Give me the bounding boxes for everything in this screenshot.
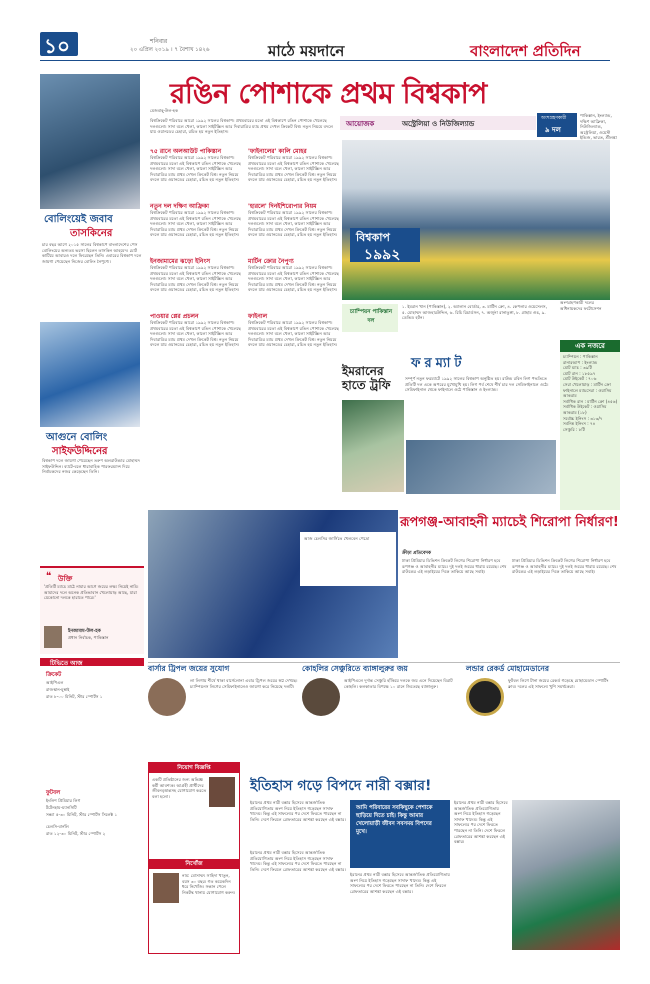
author-photo: [44, 626, 62, 648]
bowling-head2: তাসকিনের: [70, 228, 113, 239]
boxer-photo: [512, 800, 620, 950]
sub-head: 'ফাইনালের' কালি মোহর: [248, 148, 307, 155]
date: ২০ এপ্রিল ২০১৯ । ৭ বৈশাখ ১৪২৬: [130, 47, 210, 53]
glance-item: সর্বনিম্ন ইনিংস : ৭৪: [563, 421, 596, 427]
tv-box: [40, 658, 144, 920]
saifuddin-photo: [40, 322, 140, 427]
lead-body: বিশ্বক্রিকেট পরিবারে আরো ১৯৯২ সালের বিশ্বকাপ। প্রথমবারের মতো এই বিশ্বকাপে রঙিন পোশাকে খেলেছে দলগুলো। সাদা বলে খেলা, কালো সাইটস্ক্রিন আর দিবারাত্রির ম্যাচ প্রথম দেখল ক্রিকেট বিশ্ব। নতুন নিয়মে বদলে যায় ওয়ানডের চেহারা, রচিত হয় নতুন ইতিহাস।: [248, 155, 339, 183]
wc-label: বিশ্বকাপ: [356, 231, 390, 244]
format-text: সম্পূর্ণ নতুন ফরম্যাটে ১৯৯২ সালের বিশ্বকাপ অনুষ্ঠিত হয়। রাউন্ড রবিন লিগ পদ্ধতিতে প্রতিটি দল একে অপরের মুখোমুখি হয়। লিগ পর্ব শেষে শীর্ষ চার দল সেমিফাইনালে ওঠে। সেমিফাইনাল থেকে ফাইনালে ওঠে পাকিস্তান ও ইংল্যান্ড।: [405, 376, 549, 393]
boxer-pullquote: আমি পরিবারের সবকিছুকে পেশাকে ছাড়িয়ে দিতে চাই। কিন্তু আমার খেলোয়াড়ী জীবন সবসময় বিপদের মুখে।: [356, 805, 433, 835]
quote-icon: ❝: [46, 571, 52, 582]
pedro-caption: আজ চেলসির জার্সিতে খেলবেন পেদ্রো: [304, 536, 370, 541]
glance-item: ফাইনালে ম্যাচসেরা : ওয়াসিম আকরাম: [563, 387, 612, 399]
news-text: আইপিএলে দুর্দান্ত সেঞ্চুরি হাঁকিয়ে দলকে জয় এনে দিয়েছেন বিরাট কোহলি। কলকাতার বিপক্ষে ১০ রানে জিতেছে ব্যাঙ্গালুরু।: [344, 678, 453, 689]
bowling-head1: বোলিংয়েই জবাব: [44, 214, 113, 225]
sub-head: ইনজামামের ঝড়ো ইনিংস: [150, 258, 211, 265]
brand-logo: বাংলাদেশ প্রতিদিন: [470, 42, 581, 60]
sub-head: পাওয়ার প্লের প্রচলন: [150, 313, 199, 320]
boxer-text: ইরানের প্রথম নারী বক্সার হিসেবে আন্তর্জাতিক প্রতিযোগিতায় অংশ নিয়ে ইতিহাস গড়েছেন সাদাফ খাদেম। কিন্তু এই সাফল্যের পর দেশে ফিরতে পারছেন না তিনি। দেশে ফিরলে গ্রেফতারের আশঙ্কা করছেন এই বক্সার।: [350, 872, 450, 894]
host-label: আয়োজক: [346, 120, 375, 128]
boxer-text: ইরানের প্রথম নারী বক্সার হিসেবে আন্তর্জাতিক প্রতিযোগিতায় অংশ নিয়ে ইতিহাস গড়েছেন সাদাফ খাদেম। কিন্তু এই সাফল্যের পর দেশে ফিরতে পারছেন না তিনি। দেশে ফিরলে গ্রেফতারের আশঙ্কা করছেন এই বক্সার।: [454, 800, 508, 845]
classified-photo-1: [209, 777, 235, 807]
rupganj-reporter: ক্রীড়া প্রতিবেদক: [402, 551, 431, 556]
trophy-photo: [406, 440, 556, 494]
lead-body: বিশ্বক্রিকেট পরিবারে আরো ১৯৯২ সালের বিশ্বকাপ। প্রথমবারের মতো এই বিশ্বকাপে রঙিন পোশাকে খেলেছে দলগুলো। সাদা বলে খেলা, কালো সাইটস্ক্রিন আর দিবারাত্রির ম্যাচ প্রথম দেখল ক্রিকেট বিশ্ব। নতুন নিয়মে বদলে যায় ওয়ানডের চেহারা, রচিত হয় নতুন ইতিহাস।: [150, 320, 241, 348]
glance-box: [560, 340, 620, 510]
glance-item: মোট রান : ১৮৫৯৭: [563, 370, 596, 376]
lead-intro: বিশ্বক্রিকেট পরিবারে আরো ১৯৯২ সালের বিশ্বকাপ। প্রথমবারের মতো এই বিশ্বকাপে রঙিন পোশাকে খেলেছে দলগুলো। সাদা বলে খেলা, কালো সাইটস্ক্রিন আর দিবারাত্রির ম্যাচ প্রথম দেখল ক্রিকেট বিশ্ব। নতুন নিয়মে বদলে যায় ওয়ানডের চেহারা, রচিত হয় নতুন ইতিহাস।: [150, 118, 333, 135]
tv-title: টিভিতে আজ: [50, 660, 83, 667]
tv-line: চেলসি-বার্নলি: [46, 824, 69, 829]
teams-label: অংশগ্রহণকারী: [541, 116, 567, 121]
quote-title: উক্তি: [58, 575, 73, 583]
quote-author-title: প্রধান নির্বাচক, পাকিস্তান: [68, 635, 109, 640]
classified-title-2: নিখোঁজ: [149, 859, 239, 869]
club-logo: [466, 678, 504, 716]
day: শনিবার: [150, 38, 168, 45]
saifuddin-text: বিশ্বকাপ দলে জায়গা পেয়েছেন তরুণ অলরাউন্ডার মোহাম্মদ সাইফউদ্দিন। ব্যাটে-বলে ধারাবাহিক পারফরম্যান্স দিয়ে নির্বাচকদের নজর কেড়েছেন তিনি।: [42, 458, 140, 475]
glance-title: এক নজরে: [560, 340, 620, 352]
boxer-text: ইরানের প্রথম নারী বক্সার হিসেবে আন্তর্জাতিক প্রতিযোগিতায় অংশ নিয়ে ইতিহাস গড়েছেন সাদাফ খাদেম। কিন্তু এই সাফল্যের পর দেশে ফিরতে পারছেন না তিনি। দেশে ফিরলে গ্রেফতারের আশঙ্কা করছেন এই বক্সার।: [250, 800, 346, 822]
wc-year-box: [350, 228, 420, 262]
classified-photo-2: [153, 873, 179, 903]
news-title: কোহলির সেঞ্চুরিতে ব্যাঙ্গালুরুর জয়: [302, 664, 408, 673]
glance-item: সর্বাধিক উইকেট : ওয়াসিম আকরাম (১৮): [563, 404, 607, 415]
news-title: লন্ডার রেকর্ড মোহামেডানের: [466, 664, 550, 673]
host-value: অস্ট্রেলিয়া ও নিউজিল্যান্ড: [402, 120, 475, 128]
glance-item: সর্বোচ্চ ইনিংস : ৩১৩/৭: [563, 415, 603, 421]
glance-item: রানারআপ : ইংল্যান্ড: [563, 359, 598, 365]
teams-list: পাকিস্তান, ইংল্যান্ড, দক্ষিণ আফ্রিকা, নিউজিল্যান্ড, অস্ট্রেলিয়া, ওয়েস্ট ইন্ডিজ, ভারত, শ্রীলঙ্কা: [580, 113, 617, 141]
news-title: বার্সার ট্রিপল জয়ের সুযোগ: [148, 664, 230, 673]
taskin-photo: [40, 74, 140, 209]
glance-item: মোট উইকেট : ৭০৬: [563, 376, 597, 382]
news-box: [302, 664, 462, 758]
imran-photo: [342, 400, 404, 492]
tv-line: রাজস্থান-মুম্বাই: [46, 687, 70, 692]
sub-head: মার্টিন ক্রোর নৈপুণ্য: [248, 258, 294, 265]
masthead-rule: [40, 60, 610, 61]
format-title-box: [405, 352, 555, 374]
bowling-text: চার বছর আগে ২০১৫ সালের বিশ্বকাপে বাংলাদেশের পেস বোলিংয়ের অন্যতম ভরসা ছিলেন তাসকিন আহমেদ। চোট কাটিয়ে আবারও দলে ফিরেছেন তিনি। এবারের বিশ্বকাপ দলে জায়গা পেয়েছেন নিজের বোলিং নৈপুণ্যে।: [42, 242, 142, 264]
quote-text: 'প্রতিটি ম্যাচে মাঠে নামার আগে জয়ের লক্ষ্য নিয়েই নামি। আমাদের দলে অনেক প্রতিভাবান খেলোয়াড় আছে, যারা যেকোনো দলকে হারাতে পারে।': [44, 584, 139, 601]
champion-text: চ্যাম্পিয়ন পাকিস্তান দল: [349, 309, 393, 324]
lead-col-2: [248, 148, 340, 438]
boxer-headline: ইতিহাস গড়ে বিপদে নারী বক্সার!: [250, 778, 432, 794]
classified-title-1: নিয়োগ বিজ্ঞপ্তি: [149, 763, 239, 773]
sub-head: নতুন দল দক্ষিণ আফ্রিকা: [150, 203, 209, 210]
teams-count: ৯ দল: [545, 126, 561, 134]
imran-headline: ইমরানের হাতে ট্রফি: [342, 364, 391, 392]
classifieds-box: [148, 762, 240, 954]
row-rule: [148, 662, 620, 663]
boxer-text: ইরানের প্রথম নারী বক্সার হিসেবে আন্তর্জাতিক প্রতিযোগিতায় অংশ নিয়ে ইতিহাস গড়েছেন সাদাফ খাদেম। কিন্তু এই সাফল্যের পর দেশে ফিরতে পারছেন না তিনি। দেশে ফিরলে গ্রেফতারের আশঙ্কা করছেন এই বক্সার।: [250, 850, 346, 872]
glance-item: সেরা খেলোয়াড় : মার্টিন ক্রো: [563, 381, 611, 387]
news-text: ফুটবল লিগে টানা জয়ের রেকর্ড গড়েছে মোহামেডান স্পোর্টিং ক্লাব। দলের এই সাফল্যে খুশি সমর্থকেরা।: [508, 678, 609, 689]
tv-group-cricket: ক্রিকেট: [46, 672, 62, 678]
rupganj-headline: রূপগঞ্জ-আবাহনী ম্যাচেই শিরোপা নির্ধারণ!: [400, 515, 619, 530]
format-title: ফরম্যাট: [411, 356, 466, 371]
lead-headline: রঙিন পোশাকে প্রথম বিশ্বকাপ: [170, 77, 487, 110]
lead-byline: মেজবাহ্-উল-হক: [150, 108, 179, 113]
page-number: ১০: [44, 34, 70, 58]
wc-year: ১৯৯২: [364, 247, 401, 263]
lead-col-1: [150, 148, 244, 438]
glance-item: সেঞ্চুরি : ৮টি: [563, 426, 585, 432]
quote-box: [40, 566, 144, 654]
news-box: [466, 664, 620, 758]
glance-item: চ্যাম্পিয়ন : পাকিস্তান: [563, 354, 598, 359]
lead-body: বিশ্বক্রিকেট পরিবারে আরো ১৯৯২ সালের বিশ্বকাপ। প্রথমবারের মতো এই বিশ্বকাপে রঙিন পোশাকে খেলেছে দলগুলো। সাদা বলে খেলা, কালো সাইটস্ক্রিন আর দিবারাত্রির ম্যাচ প্রথম দেখল ক্রিকেট বিশ্ব। নতুন নিয়মে বদলে যায় ওয়ানডের চেহারা, রচিত হয় নতুন ইতিহাস।: [150, 210, 241, 238]
tv-line: সন্ধ্যা ৫-৩০ মিনিট, স্টার স্পোর্টস সিলেক্ট ১: [46, 812, 118, 817]
quote-author: ইনজামাম-উল-হক: [68, 629, 101, 634]
saifuddin-head2: সাইফউদ্দিনের: [52, 446, 108, 457]
sub-head: 'হারলে' দিনইশিরোপার নিয়ম: [248, 203, 317, 210]
glance-item: মোট ম্যাচ : ৩৯টি: [563, 365, 592, 371]
sub-head: ফাইনাল: [248, 313, 268, 320]
imran-headline-box: [342, 364, 402, 398]
tv-line: ইংলিশ প্রিমিয়ার লিগ: [46, 798, 81, 803]
tv-line: আইপিএল: [46, 680, 64, 685]
pedro-caption-box: [300, 532, 396, 586]
lead-body: বিশ্বক্রিকেট পরিবারে আরো ১৯৯২ সালের বিশ্বকাপ। প্রথমবারের মতো এই বিশ্বকাপে রঙিন পোশাকে খেলেছে দলগুলো। সাদা বলে খেলা, কালো সাইটস্ক্রিন আর দিবারাত্রির ম্যাচ প্রথম দেখল ক্রিকেট বিশ্ব। নতুন নিয়মে বদলে যায় ওয়ানডের চেহারা, রচিত হয় নতুন ইতিহাস।: [248, 265, 339, 293]
lead-body: বিশ্বক্রিকেট পরিবারে আরো ১৯৯২ সালের বিশ্বকাপ। প্রথমবারের মতো এই বিশ্বকাপে রঙিন পোশাকে খেলেছে দলগুলো। সাদা বলে খেলা, কালো সাইটস্ক্রিন আর দিবারাত্রির ম্যাচ প্রথম দেখল ক্রিকেট বিশ্ব। নতুন নিয়মে বদলে যায় ওয়ানডের চেহারা, রচিত হয় নতুন ইতিহাস।: [150, 155, 241, 183]
captains-photo: [342, 140, 610, 300]
saifuddin-head1: আগুনে বোলিং: [46, 432, 108, 443]
lead-body: বিশ্বক্রিকেট পরিবারে আরো ১৯৯২ সালের বিশ্বকাপ। প্রথমবারের মতো এই বিশ্বকাপে রঙিন পোশাকে খেলেছে দলগুলো। সাদা বলে খেলা, কালো সাইটস্ক্রিন আর দিবারাত্রির ম্যাচ প্রথম দেখল ক্রিকেট বিশ্ব। নতুন নিয়মে বদলে যায় ওয়ানডের চেহারা, রচিত হয় নতুন ইতিহাস।: [248, 320, 339, 348]
rupganj-text: ঢাকা প্রিমিয়ার ডিভিশন ক্রিকেট লিগের শিরোপা নির্ধারণ হবে রূপগঞ্জ ও আবাহনীর ম্যাচে। দুই দলই জয়ের ধারায় রয়েছে। শেষ রাউন্ডের এই লড়াইয়ের দিকে তাকিয়ে আছে সবাই।: [512, 558, 617, 575]
kohli-photo: [302, 678, 340, 716]
classified-text-2: নাম: মোসাম্মৎ সাহিদা খাতুন, বয়স ৩০ বছর। গত কয়েকদিন ধরে নিখোঁজ। সন্ধান পেলে নিকটস্থ থানায় যোগাযোগ করুন।: [182, 873, 236, 895]
champion-badge: [342, 304, 398, 332]
glance-item: সর্বাধিক রান : মার্টিন ক্রো (৪৫৬): [563, 398, 618, 404]
host-strip: [340, 116, 536, 130]
lead-body: বিশ্বক্রিকেট পরিবারে আরো ১৯৯২ সালের বিশ্বকাপ। প্রথমবারের মতো এই বিশ্বকাপে রঙিন পোশাকে খেলেছে দলগুলো। সাদা বলে খেলা, কালো সাইটস্ক্রিন আর দিবারাত্রির ম্যাচ প্রথম দেখল ক্রিকেট বিশ্ব। নতুন নিয়মে বদলে যায় ওয়ানডের চেহারা, রচিত হয় নতুন ইতিহাস।: [248, 210, 339, 238]
messi-photo: [148, 678, 186, 716]
photo-caption: অংশগ্রহণকারী দলের অধিনায়কদের ফটোসেশন: [560, 300, 610, 311]
news-box: [148, 664, 298, 758]
teams-badge: [537, 113, 577, 137]
rupganj-text: ঢাকা প্রিমিয়ার ডিভিশন ক্রিকেট লিগের শিরোপা নির্ধারণ হবে রূপগঞ্জ ও আবাহনীর ম্যাচে। দুই দলই জয়ের ধারায় রয়েছে। শেষ রাউন্ডের এই লড়াইয়ের দিকে তাকিয়ে আছে সবাই।: [402, 558, 507, 575]
tv-line: রাত ৮-০০ মিনিট, স্টার স্পোর্টস ১: [46, 694, 103, 699]
classified-text-1: একটি প্রতিষ্ঠানের জন্য অভিজ্ঞ কর্মী আবশ্যক। আগ্রহী প্রার্থীদের জীবনবৃত্তান্তসহ যোগাযোগ করতে বলা হলো।: [152, 777, 207, 799]
news-text: লা লিগায় শীর্ষে থাকা বার্সেলোনা এবার ট্রিপল জয়ের স্বপ্ন দেখছে। চ্যাম্পিয়নস লিগের সেমিফাইনালেও জায়গা করে নিয়েছে দলটি।: [190, 678, 298, 689]
sub-head: ৭৫ রানে অলআউট পাকিস্তান: [150, 148, 222, 155]
glance-list: [563, 354, 618, 432]
masthead: [0, 0, 650, 70]
lead-body: বিশ্বক্রিকেট পরিবারে আরো ১৯৯২ সালের বিশ্বকাপ। প্রথমবারের মতো এই বিশ্বকাপে রঙিন পোশাকে খেলেছে দলগুলো। সাদা বলে খেলা, কালো সাইটস্ক্রিন আর দিবারাত্রির ম্যাচ প্রথম দেখল ক্রিকেট বিশ্ব। নতুন নিয়মে বদলে যায় ওয়ানডের চেহারা, রচিত হয় নতুন ইতিহাস।: [150, 265, 241, 293]
pullquote-box: [350, 800, 450, 868]
tv-line: রাত ১২-৩০ মিনিট, স্টার স্পোর্টস ২: [46, 831, 106, 836]
section-title: মাঠে ময়দানে: [268, 42, 345, 60]
tv-line: টটেনহাম-ম্যানসিটি: [46, 805, 77, 810]
tv-group-football: ফুটবল: [46, 790, 61, 796]
captain-names: ১. ইমরান খান (পাকিস্তান), ২. অ্যালান বোর্ডার, ৩. মার্টিন ক্রো, ৪. কেপলার ওয়েসেলস, ৫. মোহাম্মদ আজহারউদ্দিন, ৬. রিচি রিচার্ডসন, ৭. অর্জুনা রানাতুঙ্গা, ৮. গ্রাহাম গুচ, ৯. ডেভিড হটন।: [402, 304, 548, 321]
